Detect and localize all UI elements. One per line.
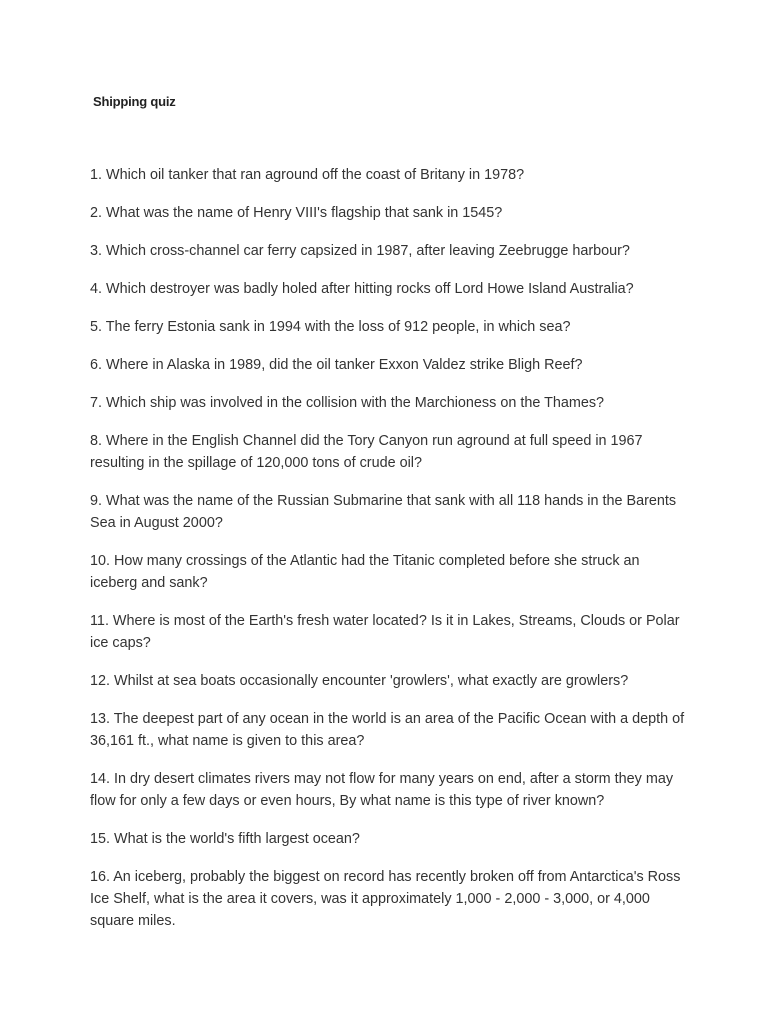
question-item: 7. Which ship was involved in the collision with the Marchioness on the Thames? <box>90 395 605 411</box>
question-list <box>90 164 690 948</box>
question-item: 13. The deepest part of any ocean in the world is an area of the Pacific Ocean with a depth of 36,161 ft., what name is given to this area? <box>90 711 685 749</box>
question-item: 16. An iceberg, probably the biggest on record has recently broken off from Antarctica's Ross Ice Shelf, what is the area it covers, was it approximately 1,000 - 2,000 - 3,000, or 4,000 square miles. <box>90 869 681 929</box>
question-item: 8. Where in the English Channel did the Tory Canyon run aground at full speed in 1967 resulting in the spillage of 120,000 tons of crude oil? <box>90 433 643 471</box>
question-item: 11. Where is most of the Earth's fresh water located? Is it in Lakes, Streams, Clouds or Polar ice caps? <box>90 613 680 651</box>
question-item: 14. In dry desert climates rivers may not flow for many years on end, after a storm they may flow for only a few days or even hours, By what name is this type of river known? <box>90 771 674 809</box>
question-item: 3. Which cross-channel car ferry capsized in 1987, after leaving Zeebrugge harbour? <box>90 243 630 259</box>
question-item: 5. The ferry Estonia sank in 1994 with the loss of 912 people, in which sea? <box>90 319 571 335</box>
question-item: 9. What was the name of the Russian Submarine that sank with all 118 hands in the Barents Sea in August 2000? <box>90 493 677 531</box>
question-item: 6. Where in Alaska in 1989, did the oil tanker Exxon Valdez strike Bligh Reef? <box>90 357 583 373</box>
question-item: 2. What was the name of Henry VIII's flagship that sank in 1545? <box>90 205 503 221</box>
question-item: 4. Which destroyer was badly holed after hitting rocks off Lord Howe Island Australia? <box>90 281 634 297</box>
question-item: 10. How many crossings of the Atlantic had the Titanic completed before she struck an iceberg and sank? <box>90 553 640 591</box>
page-title: Shipping quiz <box>93 94 176 109</box>
question-item: 1. Which oil tanker that ran aground off the coast of Britany in 1978? <box>90 167 525 183</box>
question-item: 15. What is the world's fifth largest ocean? <box>90 831 360 847</box>
question-item: 12. Whilst at sea boats occasionally encounter 'growlers', what exactly are growlers? <box>90 673 629 689</box>
